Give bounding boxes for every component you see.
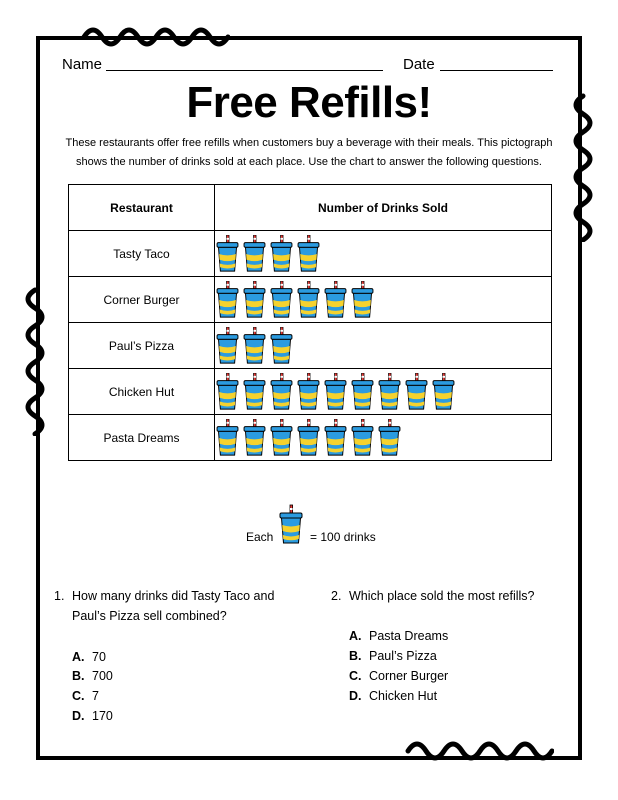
cup-icon: [323, 281, 348, 319]
table-row: [69, 277, 552, 323]
key-cup-icon: [278, 504, 304, 546]
cup-icon: [296, 281, 321, 319]
cup-icon: [215, 235, 240, 273]
cup-icons-row: [215, 235, 551, 273]
table-row: [69, 231, 552, 277]
question-1: [54, 586, 314, 626]
squiggle-bottom-decoration: [404, 740, 554, 762]
pictograph-key: [0, 504, 618, 554]
cup-icon: [242, 281, 267, 319]
name-field[interactable]: [106, 70, 383, 71]
restaurant-name: Corner Burger: [69, 277, 215, 323]
answer-option[interactable]: [72, 689, 99, 703]
cup-icon: [269, 327, 294, 365]
question-text: [72, 586, 274, 626]
option-letter: D.: [72, 709, 85, 723]
cup-icon: [269, 419, 294, 457]
pictograph-table: [68, 184, 552, 461]
question-2: [331, 586, 571, 608]
cup-icons-row: [215, 327, 551, 365]
cup-icon: [350, 281, 375, 319]
cup-icon: [404, 373, 429, 411]
cup-icon: [269, 235, 294, 273]
restaurant-name: Pasta Dreams: [69, 415, 215, 461]
answer-option[interactable]: [72, 669, 113, 683]
answer-option[interactable]: [349, 649, 437, 663]
option-text: 70: [92, 650, 106, 664]
question-text: Which place sold the most refills?: [349, 589, 535, 603]
option-text: 7: [92, 689, 99, 703]
cup-icon: [431, 373, 456, 411]
cup-icons-row: [215, 281, 551, 319]
answer-option[interactable]: [349, 669, 448, 683]
cup-icon: [242, 235, 267, 273]
answer-option[interactable]: [72, 709, 113, 723]
question-text-line: Paul’s Pizza sell combined?: [72, 609, 227, 623]
answer-option[interactable]: [349, 629, 448, 643]
name-date-row: [62, 55, 556, 77]
cup-icon: [377, 419, 402, 457]
option-text: 170: [92, 709, 113, 723]
option-letter: B.: [72, 669, 85, 683]
cup-icon: [296, 235, 321, 273]
cup-icon: [269, 373, 294, 411]
table-header-row: [69, 185, 552, 231]
restaurant-name: Paul’s Pizza: [69, 323, 215, 369]
question-number: 2.: [331, 589, 342, 603]
cup-icon: [296, 419, 321, 457]
option-letter: A.: [349, 629, 362, 643]
option-letter: C.: [72, 689, 85, 703]
cup-icon: [323, 373, 348, 411]
date-label: Date: [403, 56, 435, 73]
cup-icon: [350, 419, 375, 457]
cup-icon: [269, 281, 294, 319]
key-each-label: Each: [246, 530, 274, 544]
cup-icon: [215, 281, 240, 319]
name-label: Name: [62, 56, 103, 73]
cup-icon: [242, 327, 267, 365]
option-letter: C.: [349, 669, 362, 683]
answer-option[interactable]: [349, 689, 437, 703]
option-text: Corner Burger: [369, 669, 449, 683]
cup-icon: [350, 373, 375, 411]
option-letter: A.: [72, 650, 85, 664]
cup-icon: [215, 327, 240, 365]
cup-icon: [242, 373, 267, 411]
squiggle-left-decoration: [24, 286, 46, 436]
option-text: Pasta Dreams: [369, 629, 449, 643]
option-text: Paul’s Pizza: [369, 649, 437, 663]
cup-icon: [215, 419, 240, 457]
option-letter: D.: [349, 689, 362, 703]
question-number: 1.: [54, 589, 65, 603]
squiggle-top-decoration: [80, 26, 230, 48]
cup-icon: [323, 419, 348, 457]
option-text: 700: [92, 669, 113, 683]
option-text: Chicken Hut: [369, 689, 438, 703]
cup-icons-row: [215, 419, 551, 457]
column-header-restaurant: Restaurant: [69, 185, 215, 231]
restaurant-name: Chicken Hut: [69, 369, 215, 415]
table-row: [69, 369, 552, 415]
cup-icons-row: [215, 373, 551, 411]
table-row: [69, 415, 552, 461]
table-row: [69, 323, 552, 369]
cup-icon: [215, 373, 240, 411]
restaurant-name: Tasty Taco: [69, 231, 215, 277]
key-value-label: = 100 drinks: [310, 530, 376, 544]
question-text-line: How many drinks did Tasty Taco and: [72, 589, 275, 603]
intro-text: These restaurants offer free refills when customers buy a beverage with their meals. This pictograph shows the number of drinks sold at each place. Use the chart to answer the following questions.: [65, 137, 553, 168]
page-title: Free Refills!: [186, 78, 432, 127]
option-letter: B.: [349, 649, 362, 663]
cup-icon: [242, 419, 267, 457]
answer-option[interactable]: [72, 650, 106, 664]
column-header-drinks: Number of Drinks Sold: [215, 185, 552, 231]
date-field[interactable]: [440, 70, 553, 71]
cup-icon: [296, 373, 321, 411]
cup-icon: [377, 373, 402, 411]
